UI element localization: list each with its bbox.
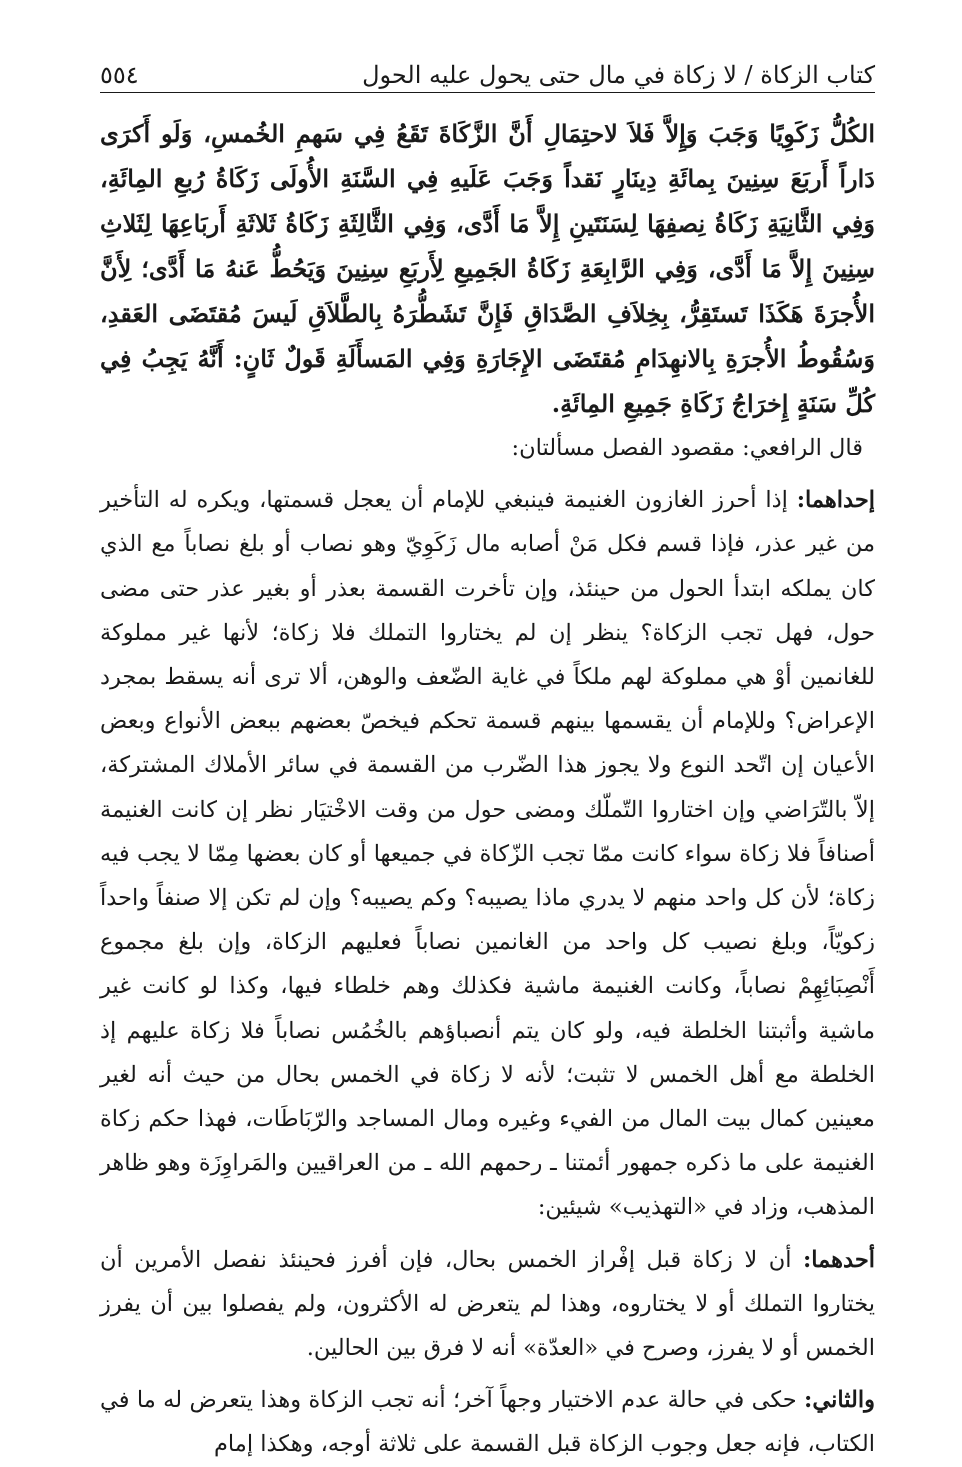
paragraph-lead: أحدهما: xyxy=(802,1246,875,1273)
page-number: ٥٥٤ xyxy=(100,61,139,89)
paragraph-body: أن لا زكاة قبل إفْراز الخمس بحال، فإن أفرز فحينئذ نفصل الأمرين أن يختاروا التملك أو لا يختاروه، وهذا لم يتعرض له الأكثرون، ولم يفصلوا بين أن يفرز الخمس أو لا يفرز، وصرح في «العدّة» أنه لا فرق بين الحالين. xyxy=(100,1246,875,1362)
paragraph-body: حكى في حالة عدم الاختيار وجهاً آخر؛ أنه تجب الزكاة وهذا يتعرض له ما في الكتاب، فإنه جعل وجوب الزكاة قبل القسمة على ثلاثة أوجه، وهكذا إمام xyxy=(100,1387,875,1458)
header-title: كتاب الزكاة / لا زكاة في مال حتى يحول عليه الحول xyxy=(362,61,875,89)
paragraph-lead: والثاني: xyxy=(804,1387,875,1414)
paragraph-first-addition xyxy=(100,1238,875,1371)
paragraph-lead: إحداهما: xyxy=(796,487,875,514)
sharh-intro: قال الرافعي: مقصود الفصل مسألتان: xyxy=(511,435,863,461)
paragraph-body: إذا أحرز الغازون الغنيمة فينبغي للإمام أن يعجل قسمتها، ويكره له التأخير من غير عذر، فإذا قسم فكل مَنْ أصابه مال زَكَوِيّ وهو نصاب أو بلغ نصاباً مع الذي كان يملكه ابتدأ الحول من حينئذ، وإن تأخرت القسمة بعذر أو بغير عذر حتى مضى حول، فهل تجب الزكاة؟ ينظر إن لم يختاروا التملك فلا زكاة؛ لأنها غير مملوكة للغانمين أوْ هي مملوكة لهم ملكاً في غاية الضّعف والوهن، ألا ترى أنه يسقط بمجرد الإعراض؟ وللإمام أن يقسمها بينهم قسمة تحكم فيخصّ بعضهم ببعض الأنواع وبعض الأعيان إن اتّحد النوع ولا يجوز هذا الضّرب من القسمة في سائر الأملاك المشتركة، إلاّ بالتّرَاضي وإن اختاروا التّملّك ومضى حول من وقت الاخْتيَار نظر إن كانت الغنيمة أصنافاً فلا زكاة سواء كانت ممّا تجب الزّكاة في جميعها أو كان بعضها مِمّا لا يجب فيه زكاة؛ لأن كل واحد منهم لا يدري ماذا يصيبه؟ وكم يصيبه؟ وإن لم تكن إلا صنفاً واحداً زكويّاً، وبلغ نصيب كل واحد من الغانمين نصاباً فعليهم الزكاة، وإن بلغ مجموع أَنْصِبَائِهِمْ نصاباً، وكانت الغنيمة ماشية فكذلك وهم خلطاء فيها، وكذا لو كانت غير ماشية وأثبتنا الخلطة فيه، ولو كان يتم أنصباؤهم بالخُمُس نصاباً فلا زكاة عليهم إذ الخلطة مع أهل الخمس لا تثبت؛ لأنه لا زكاة في الخمس بحال من حيث أنه لغير معينين كمال بيت المال من الفيء وغيره ومال المساجد والرّبَاطَات، فهذا حكم زكاة الغنيمة على ما ذكره جمهور أئمتنا ـ رحمهم الله ـ من العراقيين والمَراوِزَة وهو ظاهر المذهب، وزاد في «التهذيب» شيئين: xyxy=(100,487,875,1221)
running-header xyxy=(100,40,875,93)
paragraph-first-issue xyxy=(100,478,875,1229)
matn-text: الكُلُّ زَكَوِيًا وَجَبَ وَإِلاَّ فَلاَ لاحتِمَالِ أَنَّ الزَّكَاةَ تَقَعُ فِي سَهمِ الخُمسِ، وَلَو أَكرَى دَاراً أَربَعَ سِنِينَ بِمائَةِ دِينَارٍ نَقداً وَجَبَ عَلَيهِ فِي السَّنَةِ الأُولَى زَكَاةُ رُبعِ المِائَةِ، وَفِي الثَّانِيَةِ زَكَاةُ نِصفِهَا لِسَنَتَينِ إِلاَّ مَا أَدَّى، وَفِي الثَّالِثَةِ زَكَاةُ ثَلاثَةِ أَربَاعِهَا لِثَلاثِ سِنِينَ إِلاَّ مَا أَدَّى، وَفِي الرَّابِعَةِ زَكَاةُ الجَمِيعِ لِأَربَعِ سِنِينَ وَيَحُطُّ عَنهُ مَا أَدَّى؛ لِأَنَّ الأُجرَةَ هَكَذَا تَستَقِرُّ، بِخِلاَفِ الصَّدَاقِ فَإِنَّ تَشَطُّرَهُ بِالطَّلاَقِ لَيسَ مُقتَضَى العَقدِ، وَسُقُوطُ الأُجرَةِ بِالانهِدَامِ مُقتَضَى الإِجَارَةِ وَفِي المَسأَلَةِ قَولٌ ثَانٍ: أَنَّهُ يَجِبُ فِي كُلِّ سَنَةٍ إِخرَاجُ زَكَاةِ جَمِيعِ المِائَةِ. xyxy=(100,119,875,418)
book-page xyxy=(100,40,875,1458)
paragraph-second-addition xyxy=(100,1378,875,1466)
sharh-commentary xyxy=(100,426,875,1467)
